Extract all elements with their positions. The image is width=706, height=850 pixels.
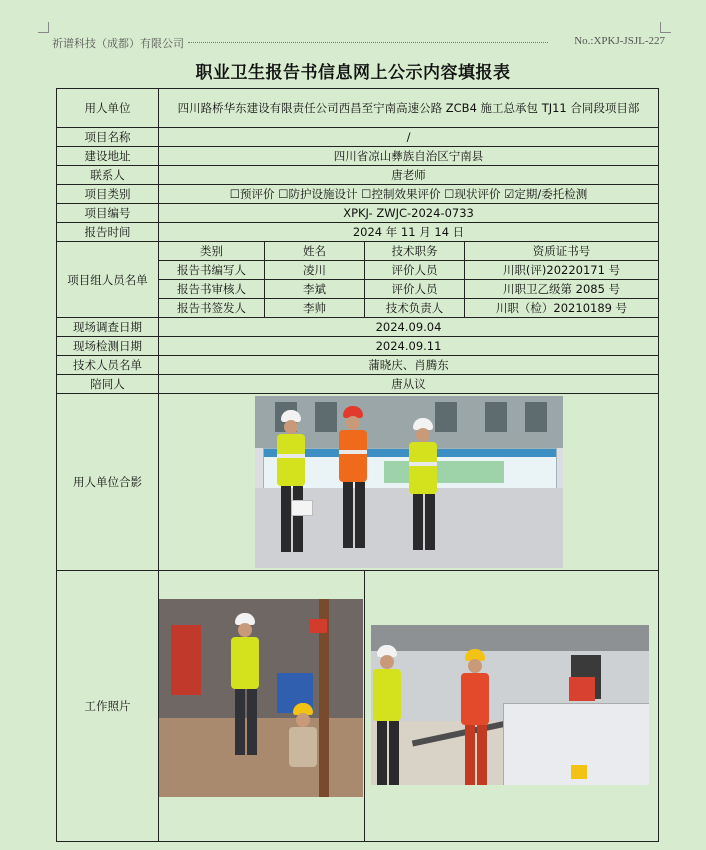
held-paper <box>291 500 313 516</box>
photo-window <box>315 402 337 432</box>
photo-red-box <box>569 677 595 701</box>
person-leg <box>355 482 365 548</box>
person-head <box>296 713 310 727</box>
person-leg <box>247 689 257 755</box>
group-photo <box>255 396 563 568</box>
person-head <box>284 420 298 434</box>
photo-workshop-floor <box>159 718 363 797</box>
person-head <box>468 659 482 673</box>
person-leg <box>343 482 353 548</box>
work-clothes <box>289 727 317 767</box>
team-row-name: 凌川 <box>265 261 365 280</box>
person-head <box>238 623 252 637</box>
margin-mark-left <box>38 22 49 33</box>
inspector-person <box>229 613 261 763</box>
safety-vest <box>231 637 259 689</box>
work-photo-label: 工作照片 <box>57 571 159 842</box>
person-right <box>407 418 439 568</box>
person-head <box>380 655 394 669</box>
document-header <box>28 33 673 51</box>
person-leg <box>377 721 387 785</box>
photo-roof <box>371 625 649 651</box>
project-number-label: 项目编号 <box>57 204 159 223</box>
vest-stripe <box>339 450 367 454</box>
person-head <box>416 428 430 442</box>
project-type-label: 项目类别 <box>57 185 159 204</box>
person-leg <box>425 494 435 550</box>
team-header-category: 类别 <box>159 242 265 261</box>
worker-person <box>459 649 491 785</box>
project-name-value: / <box>159 128 659 147</box>
team-row-category: 报告书编写人 <box>159 261 265 280</box>
photo-warning-label <box>571 765 587 779</box>
project-name-label: 项目名称 <box>57 128 159 147</box>
report-time-label: 报告时间 <box>57 223 159 242</box>
survey-date-value: 2024.09.04 <box>159 318 659 337</box>
photo-window <box>525 402 547 432</box>
margin-mark-right <box>660 22 671 33</box>
safety-vest <box>409 442 437 494</box>
person-leg <box>235 689 245 755</box>
photo-warning-sign <box>309 619 327 633</box>
person-left <box>275 410 307 560</box>
person-leg <box>293 486 303 552</box>
employer-label: 用人单位 <box>57 89 159 128</box>
report-form-table <box>56 88 659 842</box>
escort-label: 陪同人 <box>57 375 159 394</box>
person-leg <box>477 725 487 785</box>
team-row-certificate: 川职(评)20220171 号 <box>465 261 659 280</box>
document-number: No.:XPKJ-JSJL-227 <box>574 35 665 47</box>
team-header-name: 姓名 <box>265 242 365 261</box>
work-photo-cell-2 <box>365 571 659 842</box>
project-type-value: ☐预评价 ☐防护设施设计 ☐控制效果评价 ☐现状评价 ☑定期/委托检测 <box>159 185 659 204</box>
test-date-label: 现场检测日期 <box>57 337 159 356</box>
team-row-category: 报告书审核人 <box>159 280 265 299</box>
escort-value: 唐从议 <box>159 375 659 394</box>
team-row-title: 技术负责人 <box>365 299 465 318</box>
contact-value: 唐老师 <box>159 166 659 185</box>
group-photo-cell <box>159 394 659 571</box>
group-photo-label: 用人单位合影 <box>57 394 159 571</box>
work-photo-workshop <box>371 625 649 785</box>
vest-stripe <box>277 454 305 458</box>
company-name: 祈谱科技（成都）有限公司 <box>52 37 184 50</box>
safety-vest <box>277 434 305 486</box>
test-date-value: 2024.09.11 <box>159 337 659 356</box>
team-header-certificate: 资质证书号 <box>465 242 659 261</box>
photo-window <box>485 402 507 432</box>
team-label: 项目组人员名单 <box>57 242 159 318</box>
person-middle <box>337 406 369 556</box>
tech-staff-label: 技术人员名单 <box>57 356 159 375</box>
inspector-person <box>371 645 403 785</box>
team-row-title: 评价人员 <box>365 261 465 280</box>
team-row-name: 李斌 <box>265 280 365 299</box>
photo-board-plan <box>384 461 504 483</box>
project-number-value: XPKJ- ZWJC-2024-0733 <box>159 204 659 223</box>
team-header-title: 技术职务 <box>365 242 465 261</box>
header-divider <box>188 42 548 43</box>
employer-value: 四川路桥华东建设有限责任公司西昌至宁南高速公路 ZCB4 施工总承包 TJ11 合同段项目部 <box>159 89 659 128</box>
team-row-certificate: 川职（检）20210189 号 <box>465 299 659 318</box>
work-clothes <box>461 673 489 725</box>
work-photo-cell-1 <box>159 571 365 842</box>
contact-label: 联系人 <box>57 166 159 185</box>
team-row-certificate: 川职卫乙级第 2085 号 <box>465 280 659 299</box>
person-head <box>346 416 360 430</box>
safety-vest <box>373 669 401 721</box>
team-row-title: 评价人员 <box>365 280 465 299</box>
person-leg <box>281 486 291 552</box>
page-title: 职业卫生报告书信息网上公示内容填报表 <box>195 63 511 83</box>
address-value: 四川省凉山彝族自治区宁南县 <box>159 147 659 166</box>
address-label: 建设地址 <box>57 147 159 166</box>
person-leg <box>465 725 475 785</box>
photo-red-machine <box>171 625 201 695</box>
person-leg <box>413 494 423 550</box>
work-photo-welding <box>159 599 363 797</box>
person-leg <box>389 721 399 785</box>
tech-staff-value: 蒲晓庆、肖腾东 <box>159 356 659 375</box>
team-row-category: 报告书签发人 <box>159 299 265 318</box>
vest-stripe <box>409 462 437 466</box>
report-time-value: 2024 年 11 月 14 日 <box>159 223 659 242</box>
safety-vest <box>339 430 367 482</box>
survey-date-label: 现场调查日期 <box>57 318 159 337</box>
team-row-name: 李帅 <box>265 299 365 318</box>
welder-person <box>287 703 319 793</box>
